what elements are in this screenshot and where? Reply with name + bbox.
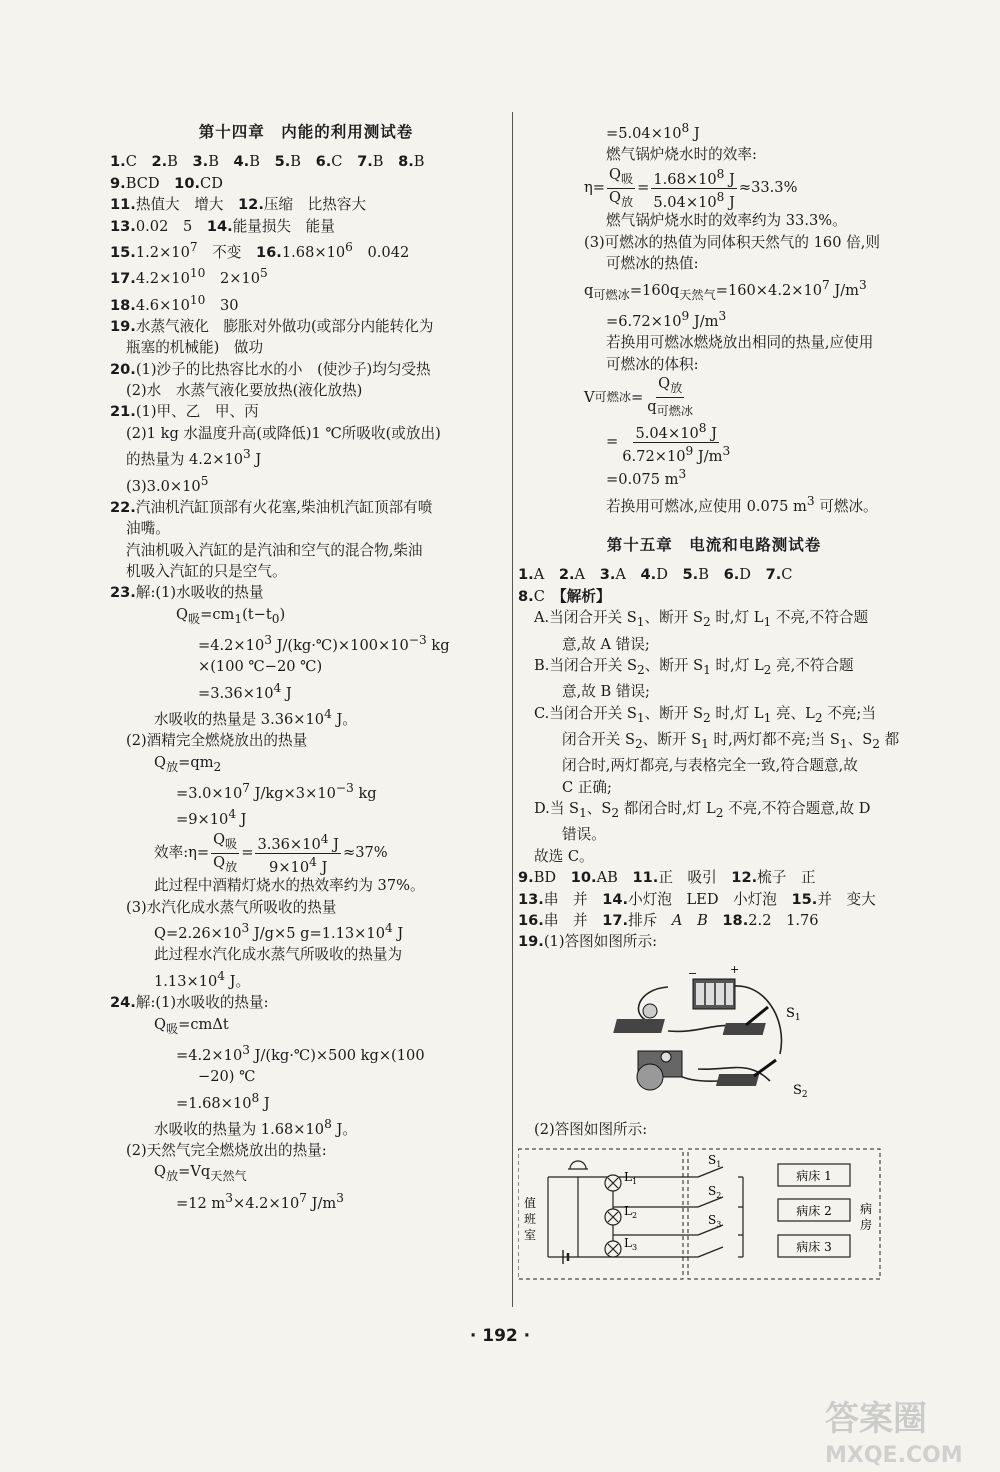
left-answer-line: 油嘴。 — [126, 520, 170, 538]
bell-icon — [637, 1051, 682, 1090]
right-answer-line: 1.A 2.A 3.A 4.D 5.B 6.D 7.C — [518, 566, 793, 584]
left-answer-line: (2)1 kg 水温度升高(或降低)1 ℃所吸收(或放出) — [126, 424, 441, 442]
right-answer-line: 闭合时,两灯都亮,与表格完全一致,符合题意,故 — [562, 757, 858, 775]
bed-2-label: 病床 2 — [796, 1203, 832, 1218]
switch-s2-label: $S_2$ — [793, 1082, 808, 1100]
right-top-answer-line: 燃气锅炉烧水时的效率约为 33.3%。 — [606, 212, 847, 230]
left-answer-line: 19.水蒸气液化 膨胀对外做功(或部分内能转化为 — [110, 317, 434, 335]
left-answer-line: $Q_吸=cm_1(t-t_0)$ — [176, 605, 286, 626]
page-number: · 192 · — [469, 1326, 531, 1346]
call-circuit-schematic — [518, 1147, 910, 1287]
switch-s1-icon — [723, 1007, 768, 1035]
left-answer-line: 机吸入汽缸的只是空气。 — [126, 563, 287, 581]
right-top-answer-line: V 可燃冰 = $\frac{Q_放}{q_{可燃冰}}$ — [584, 374, 694, 418]
right-top-answer-line: (3)可燃冰的热值为同体积天然气的 160 倍,则 — [584, 233, 880, 251]
watermark-text: 答案圈 — [825, 1399, 927, 1439]
right-top-answer-line: $=6.72\times 10^9$ $J/m^3$ — [606, 308, 727, 330]
left-answer-line: 22.汽油机汽缸顶部有火花塞,柴油机汽缸顶部有喷 — [110, 498, 433, 516]
right-answer-line: 意,故 B 错误; — [562, 683, 650, 701]
right-top-lines — [518, 118, 910, 517]
lamp-l2-label: $L_2$ — [624, 1203, 638, 1220]
right-answer-line: 16.串 并 17.排斥 A B 18.2.2 1.76 — [518, 912, 819, 930]
battery-minus-label: − — [688, 966, 698, 980]
left-answer-line: 水吸收的热量为 $1.68\times 10^8$ J。 — [154, 1116, 357, 1138]
left-answer-line: 瓶塞的机械能) 做功 — [126, 339, 264, 357]
switch-s2-icon — [716, 1060, 776, 1086]
right-answer-line: C 正确; — [562, 778, 612, 796]
left-answer-line: $=1.68\times 10^8$ J — [176, 1090, 270, 1112]
left-answer-line: 9.BCD 10.CD — [110, 174, 223, 192]
chapter-14-title: 第十四章 内能的利用测试卷 — [198, 123, 414, 141]
left-answer-line: 汽油机吸入汽缸的是汽油和空气的混合物,柴油 — [126, 541, 423, 559]
right-answer-line: 错误。 — [562, 826, 606, 844]
left-answer-line: 20.(1)沙子的比热容比水的小 (使沙子)均匀受热 — [110, 360, 431, 378]
ward-label-1: 病 — [860, 1201, 873, 1216]
left-answer-line: 此过程水汽化成水蒸气所吸收的热量为 — [154, 946, 403, 964]
right-top-answer-line: $=5.04\times 10^8$ J — [606, 121, 700, 142]
bed-1-label: 病床 1 — [796, 1168, 832, 1183]
left-answer-line: 24.解:(1)水吸收的热量: — [110, 994, 269, 1012]
duty-room-label-3: 室 — [524, 1227, 537, 1242]
left-answer-line: 21.(1)甲、乙 甲、丙 — [110, 403, 259, 421]
left-answer-line: (2)酒精完全燃烧放出的热量 — [126, 732, 308, 750]
right-answer-line: B.当闭合开关 $S_2$、断开 $S_1$ 时,灯 $L_2$ 亮,不符合题 — [534, 656, 854, 677]
left-answer-line: ×(100 ℃−20 ℃) — [198, 658, 323, 676]
right-answer-line: 13.串 并 14.小灯泡 LED 小灯泡 15.并 变大 — [518, 890, 876, 908]
left-answer-line: $Q_吸=cm\Delta t$ — [154, 1015, 229, 1036]
left-answer-line: $1.13\times 10^4$ J。 — [154, 968, 251, 990]
fig2-caption: (2)答图如图所示: — [534, 1121, 648, 1139]
right-answer-line: 闭合开关 $S_2$、断开 $S_1$ 时,两灯都不亮;当 $S_1$、$S_2$ 都 — [562, 730, 900, 751]
left-answer-line: 1.C 2.B 3.B 4.B 5.B 6.C 7.B 8.B — [110, 153, 425, 171]
left-answer-line: 效率:η= $\frac{Q_吸}{Q_放}$ = $\frac{3.36\times 10^4 J}{9\times 10^4 J}$ ≈37% — [154, 830, 388, 876]
switch-s2-schematic-label: $S_2$ — [708, 1183, 722, 1200]
left-answer-line: −20) ℃ — [198, 1068, 256, 1086]
column-divider — [512, 112, 513, 1307]
right-top-answer-line: $q_{可燃冰}=160q_{天然气}=160\times 4.2\times 10^7$ $J/m^3$ — [584, 277, 867, 302]
page-number-value: 192 — [482, 1326, 518, 1346]
lamp-l3-label: $L_3$ — [624, 1235, 638, 1252]
right-top-answer-line: 燃气锅炉烧水时的效率: — [606, 146, 757, 164]
right-top-answer-line: 可燃冰的体积: — [606, 355, 699, 373]
circuit-photo-figure — [518, 959, 910, 1115]
right-top-answer-line: = $\frac{5.04\times 10^8 J}{6.72\times 10^9 J/m^3}$ — [606, 420, 731, 465]
watermark-logo — [815, 1388, 995, 1468]
left-answer-line: $17.4.2\times 10^{10}$ $2\times 10^5$ — [110, 266, 268, 288]
right-answer-line: 9.BD 10.AB 11.正 吸引 12.梳子 正 — [518, 869, 816, 887]
left-answer-line: $15.1.2\times 10^7$ 不变 $16.1.68\times 10^6$ 0.042 — [110, 240, 410, 261]
duty-room-label-1: 值 — [524, 1195, 537, 1210]
watermark-site: MXQE.COM — [825, 1443, 963, 1468]
ward-label-2: 房 — [860, 1217, 873, 1232]
right-answer-line: 故选 C。 — [534, 847, 594, 865]
left-answer-line: (2)天然气完全燃烧放出的热量: — [126, 1142, 327, 1160]
right-answer-line: 19.(1)答图如图所示: — [518, 933, 658, 951]
left-answer-line: 的热量为 $4.2\times 10^3$ J — [126, 447, 262, 469]
left-answer-line: 23.解:(1)水吸收的热量 — [110, 584, 264, 602]
right-top-answer-line: η= $\frac{Q_吸}{Q_放}$ = $\frac{1.68\times 10^8 J}{5.04\times 10^8 J}$ ≈33.3% — [584, 165, 798, 211]
right-top-answer-line: 可燃冰的热值: — [606, 255, 699, 273]
right-answer-line: D.当 $S_1$、$S_2$ 都闭合时,灯 $L_2$ 不亮,不符合题意,故 D — [534, 800, 871, 821]
duty-room-label-2: 班 — [524, 1211, 537, 1226]
right-top-answer-line: =0.075 $m^3$ — [606, 467, 687, 489]
right-answer-line: A.当闭合开关 $S_1$、断开 $S_2$ 时,灯 $L_1$ 不亮,不符合题 — [534, 609, 869, 630]
left-answer-line: 13.0.02 5 14.能量损失 能量 — [110, 217, 335, 235]
left-answer-line: (2)水 水蒸气液化要放热(液化放热) — [126, 382, 363, 400]
circuit-sketch — [518, 959, 910, 1109]
right-answer-line: C.当闭合开关 $S_1$、断开 $S_2$ 时,灯 $L_1$ 亮、$L_2$ 不亮;当 — [534, 704, 876, 725]
battery-plus-label: + — [730, 962, 740, 976]
left-answer-line: $=4.2\times 10^3$ J/(kg·℃)×500 kg×(100 — [176, 1042, 425, 1064]
left-answer-lines — [110, 151, 502, 1214]
right-answer-line: 8.C 【解析】 — [518, 587, 611, 605]
switch-s1-label: $S_1$ — [786, 1005, 801, 1023]
left-answer-line: $(3)3.0\times 10^5$ — [126, 473, 209, 495]
left-answer-line: =12 $m^3\times 4.2\times 10^7$ $J/m^3$ — [176, 1190, 344, 1212]
right-answer-line: 意,故 A 错误; — [562, 635, 650, 653]
left-answer-line: $18.4.6\times 10^{10}$ 30 — [110, 292, 239, 314]
switch-s1-schematic-label: $S_1$ — [708, 1152, 722, 1169]
left-answer-line: 此过程中酒精灯烧水的热效率约为 37%。 — [154, 877, 425, 895]
left-answer-line: $=3.36\times 10^4$ J — [198, 680, 292, 702]
left-answer-line: $Q=2.26\times 10^3$ J/g×5 $g=1.13\times 10^4$ J — [154, 921, 404, 943]
right-top-answer-line: 若换用可燃冰,应使用 0.075 $m^3$ 可燃冰。 — [606, 493, 878, 515]
right-top-answer-line: 若换用可燃冰燃烧放出相同的热量,应使用 — [606, 334, 874, 352]
lamp-l1-label: $L_1$ — [624, 1169, 638, 1186]
left-answer-line: $=3.0\times 10^7$ $J/kg\times 3\times 10^{-3}$ kg — [176, 781, 377, 802]
bed-3-label: 病床 3 — [796, 1239, 832, 1254]
left-answer-line: $=9\times 10^4$ J — [176, 807, 247, 829]
right-answer-lines — [518, 564, 910, 952]
chapter-15-title: 第十五章 电流和电路测试卷 — [606, 536, 822, 555]
left-answer-line: $Q_放=Vq_{天然气}$ — [154, 1163, 247, 1184]
battery-icon — [693, 979, 735, 1009]
right-column — [518, 118, 910, 1297]
lamp-icons — [605, 1175, 621, 1257]
left-column — [110, 118, 502, 1214]
left-answer-line: 水吸收的热量是 $3.36\times 10^4$ J。 — [154, 707, 357, 728]
switch-symbols — [698, 1167, 738, 1261]
schematic-figure — [518, 1147, 910, 1293]
left-answer-line: $Q_放=qm_2$ — [154, 753, 222, 774]
left-answer-line: $=4.2\times 10^3$ $J/(kg\cdot℃)\times 100\times 10^{-3}$ kg — [198, 633, 450, 654]
left-answer-line: (3)水汽化成水蒸气所吸收的热量 — [126, 898, 337, 916]
left-answer-line: 11.热值大 增大 12.压缩 比热容大 — [110, 196, 367, 214]
switch-s3-schematic-label: $S_3$ — [708, 1212, 722, 1229]
